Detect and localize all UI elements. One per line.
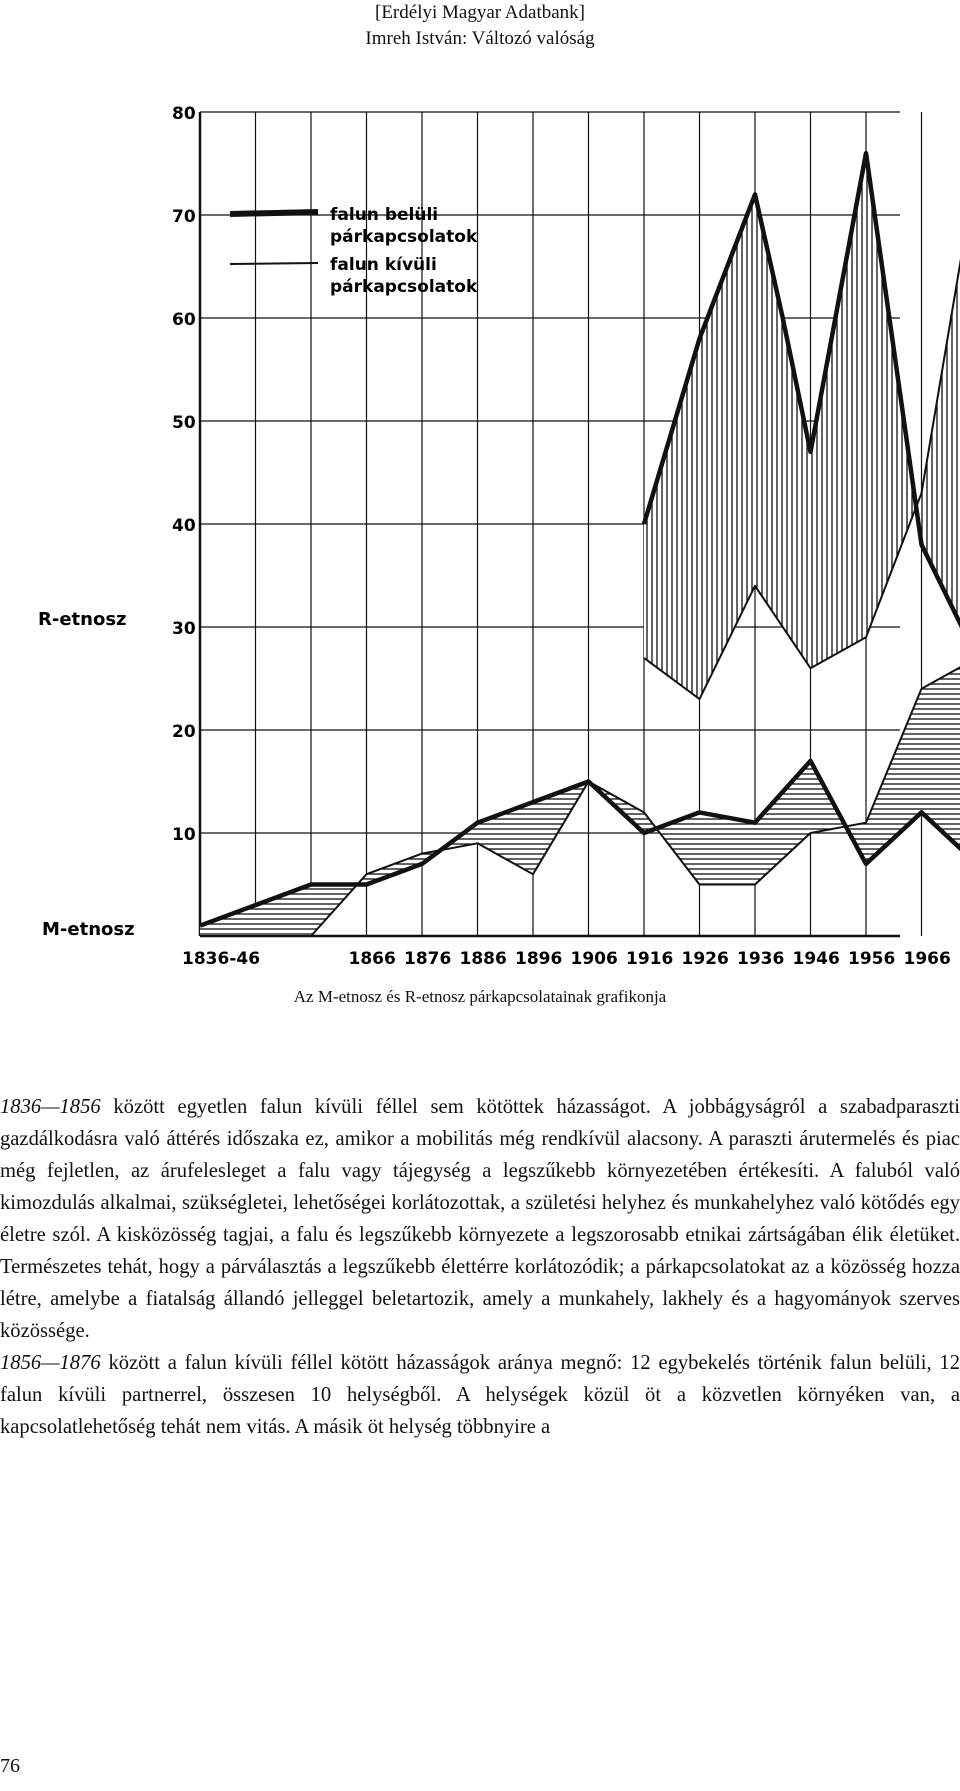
chart-legend (230, 205, 478, 297)
paragraph-1-text: között egyetlen falun kívüli féllel sem kötöttek házasságot. A jobbágyságról a szabadparaszti gazdálkodásra való áttérés időszaka ez, amikor a mobilitás még rendkívül alacsony. A paraszti árutermelés és piac még fejletlen, az árufelesleget a falu vagy tájegység a legszűkebb környezetében értékesíti. A faluból való kimozdulás alkalmai, szükségletei, lehetőségei korlátozottak, a születési helyhez és munkahelyhez való kötődés egy életre szól. A kisközösség tagjai, a falu és legszűkebb környezete a legszorosabb etnikai zártságában élik életüket. Természetes tehát, hogy a párválasztás a legszűkebb élettérre korlátozódik; a párkapcsolatokat az a közösség hozza létre, amelybe a fiatalság állandó jelleggel beletartozik, amely a munkahely, lakhely és a hagyományok szerves közössége. (0, 1096, 960, 1342)
x-tick-label: 1916 (626, 949, 674, 969)
ylabel-m-etnosz: M-etnosz (42, 919, 135, 940)
header-title: Imreh István: Változó valóság (365, 28, 595, 49)
x-tick-label: 1866 (348, 949, 396, 969)
y-tick-label: 10 (172, 825, 196, 845)
y-tick-label: 60 (172, 310, 196, 330)
y-tick-label: 80 (172, 104, 196, 124)
x-tick-label: 1876 (404, 949, 452, 969)
y-tick-label: 50 (172, 413, 196, 433)
y-tick-label: 20 (172, 722, 196, 742)
x-tick-label: 1896 (515, 949, 563, 969)
legend-label-outside-2: párkapcsolatok (330, 277, 478, 297)
legend-label-outside-1: falun kívüli (330, 255, 437, 275)
legend-label-inside-2: párkapcsolatok (330, 227, 478, 247)
y-tick-label: 30 (172, 619, 196, 639)
legend-line-thick (230, 212, 318, 214)
y-tick-label: 70 (172, 207, 196, 227)
x-tick-label: 1966 (903, 949, 951, 969)
paragraph-1 (0, 1091, 960, 1347)
legend-line-thin (230, 263, 318, 264)
y-tick-labels (172, 104, 196, 845)
body-text (0, 1091, 960, 1443)
paragraph-2 (0, 1347, 960, 1443)
x-tick-labels (182, 949, 960, 969)
x-tick-label: 1936 (737, 949, 785, 969)
x-tick-label: 1906 (570, 949, 618, 969)
page-number: 76 (0, 1755, 20, 1777)
r-etnosz-band (644, 153, 960, 699)
paragraph-2-lead: 1856—1876 (0, 1352, 101, 1374)
marriage-chart (0, 92, 960, 992)
page-header (0, 0, 960, 52)
x-tick-label: 1946 (792, 949, 840, 969)
x-tick-label: 1836-46 (182, 949, 261, 969)
x-tick-label: 1956 (848, 949, 896, 969)
paragraph-2-text: között a falun kívüli féllel kötött házasságok aránya megnő: 12 egybekelés történik falun belüli, 12 falun kívüli partnerrel, összesen 10 helységből. A helységek közül öt a közvetlen környéken van, a kapcsolatlehetőség tehát nem vitás. A másik öt helység többnyire a (0, 1352, 960, 1438)
ylabel-r-etnosz: R-etnosz (38, 609, 127, 630)
x-tick-label: 1886 (459, 949, 507, 969)
legend-label-inside-1: falun belüli (330, 205, 439, 225)
x-tick-label: 1926 (681, 949, 729, 969)
paragraph-1-lead: 1836—1856 (0, 1096, 101, 1118)
chart-caption: Az M-etnosz és R-etnosz párkapcsolatainak grafikonja (293, 987, 667, 1006)
y-tick-label: 40 (172, 516, 196, 536)
header-source: [Erdélyi Magyar Adatbank] (375, 2, 585, 23)
